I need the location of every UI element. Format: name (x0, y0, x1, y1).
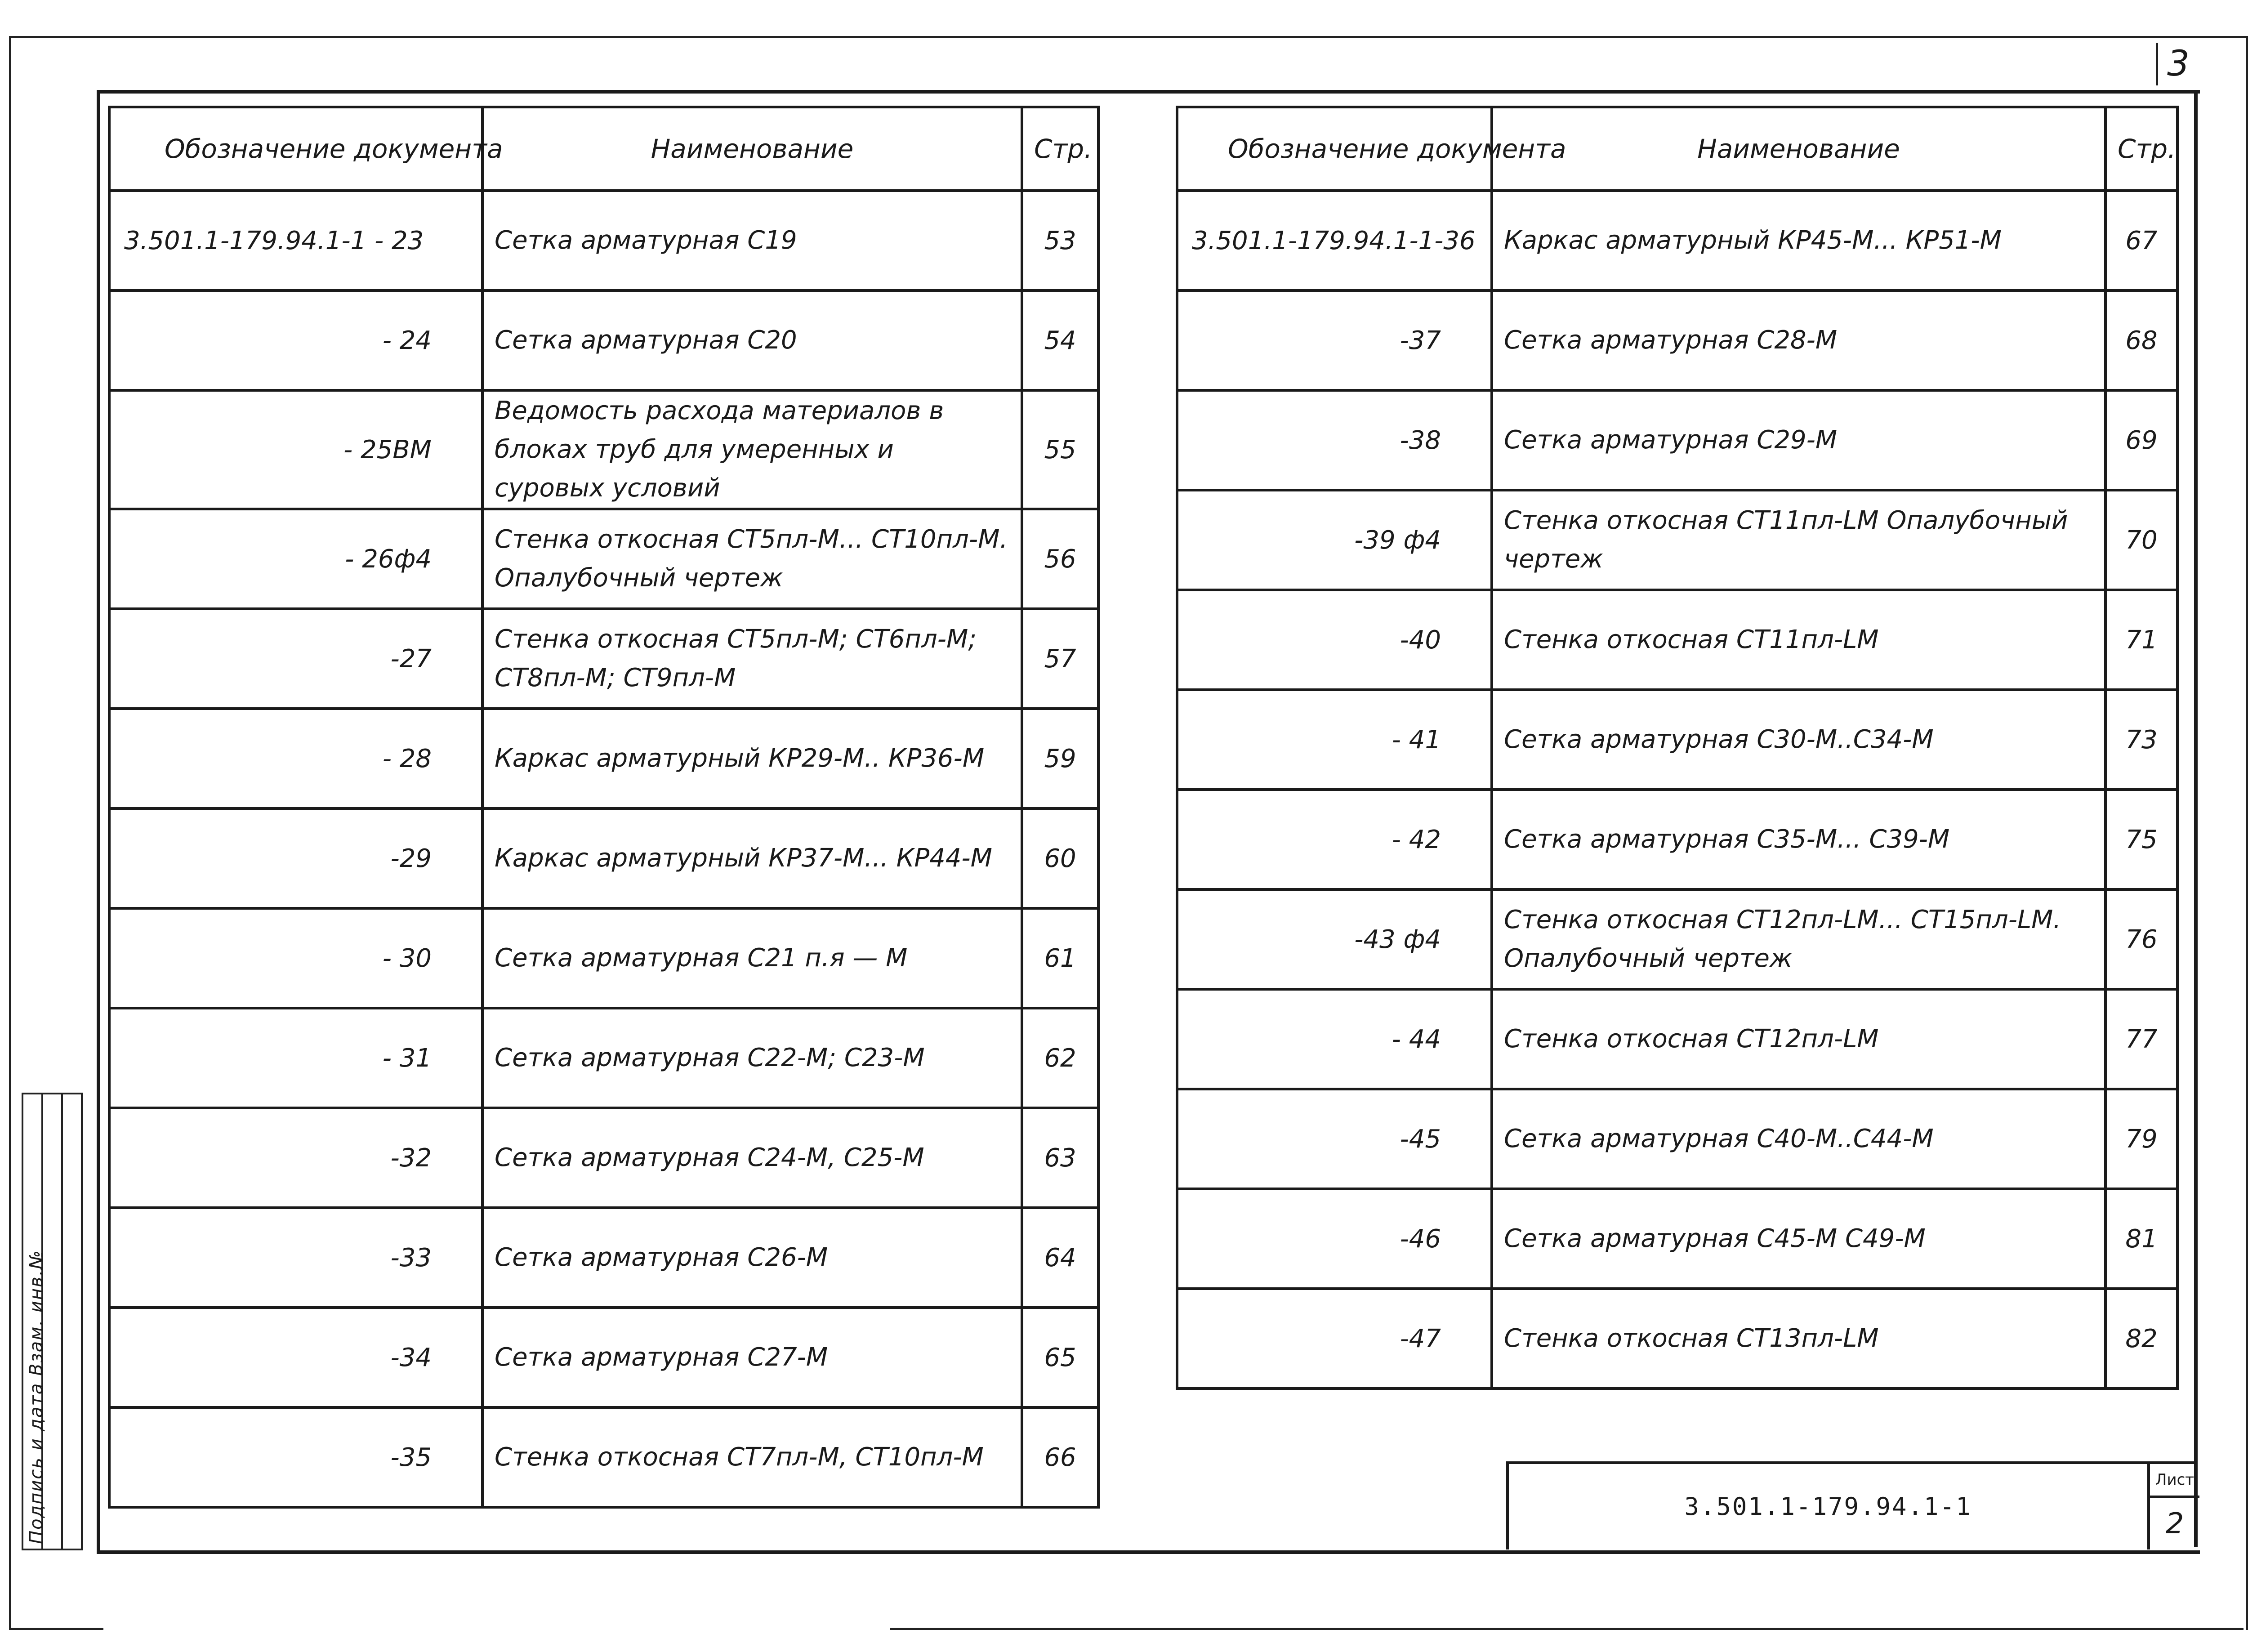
drawing-frame-right (2194, 90, 2198, 1547)
row-code: - 42 (1177, 790, 1492, 889)
row-page: 63 (1022, 1108, 1098, 1208)
table-row (109, 1407, 1098, 1507)
row-name: Сетка арматурная С30-М..С34-М (1492, 690, 2105, 790)
table-row (109, 509, 1098, 609)
row-code: - 24 (109, 290, 482, 390)
row-page: 82 (2105, 1289, 2177, 1389)
row-name: Сетка арматурная С28-М (1492, 290, 2105, 390)
row-code: -35 (109, 1407, 482, 1507)
bottom-rule-left (9, 1628, 103, 1630)
row-code: -45 (1177, 1089, 1492, 1189)
row-name: Стенка откосная СТ7пл-М, СТ10пл-М (482, 1407, 1022, 1507)
title-block-sheet-number: 2 (2165, 1507, 2184, 1540)
row-name: Сетка арматурная С27-М (482, 1308, 1022, 1407)
table-row (1177, 889, 2177, 989)
row-page: 79 (2105, 1089, 2177, 1189)
row-page: 67 (2105, 191, 2177, 290)
table-row (1177, 1089, 2177, 1189)
table-row (1177, 690, 2177, 790)
header-code: Обозначение документа (109, 107, 482, 191)
row-code: -46 (1177, 1189, 1492, 1289)
table-header (109, 107, 1098, 191)
header-name: Наименование (482, 107, 1022, 191)
table-row (109, 808, 1098, 908)
row-code: -38 (1177, 390, 1492, 490)
row-name: Ведомость расхода материалов в блоках труб для умеренных и суровых условий (482, 390, 1022, 509)
row-code: - 44 (1177, 989, 1492, 1089)
table-row (109, 191, 1098, 290)
row-page: 61 (1022, 908, 1098, 1008)
row-page: 62 (1022, 1008, 1098, 1108)
row-code: - 28 (109, 709, 482, 808)
header-page: Стр. (1022, 107, 1098, 191)
row-page: 75 (2105, 790, 2177, 889)
side-stamp-text: Подпись и дата Взам. инв.№ (26, 1250, 47, 1544)
row-name: Сетка арматурная С19 (482, 191, 1022, 290)
table-row (1177, 1289, 2177, 1389)
index-table-right (1176, 106, 2179, 1390)
row-page: 54 (1022, 290, 1098, 390)
table-row (109, 709, 1098, 808)
row-name: Каркас арматурный КР45-М... КР51-М (1492, 191, 2105, 290)
row-code: -47 (1177, 1289, 1492, 1389)
row-page: 60 (1022, 808, 1098, 908)
side-stamp (22, 1093, 83, 1550)
row-page: 53 (1022, 191, 1098, 290)
row-page: 55 (1022, 390, 1098, 509)
table-row (109, 390, 1098, 509)
row-page: 69 (2105, 390, 2177, 490)
row-page: 73 (2105, 690, 2177, 790)
row-code: -33 (109, 1208, 482, 1308)
table-row (109, 1008, 1098, 1108)
row-page: 68 (2105, 290, 2177, 390)
row-code: - 26ф4 (109, 509, 482, 609)
row-code: -32 (109, 1108, 482, 1208)
table-row (1177, 390, 2177, 490)
row-page: 57 (1022, 609, 1098, 709)
row-code: -37 (1177, 290, 1492, 390)
row-page: 56 (1022, 509, 1098, 609)
row-name: Сетка арматурная С40-М..С44-М (1492, 1089, 2105, 1189)
row-name: Сетка арматурная С22-М; С23-М (482, 1008, 1022, 1108)
row-name: Сетка арматурная С24-М, С25-М (482, 1108, 1022, 1208)
row-name: Сетка арматурная С20 (482, 290, 1022, 390)
table-header (1177, 107, 2177, 191)
table-row (1177, 590, 2177, 690)
table-row (109, 908, 1098, 1008)
row-code: - 41 (1177, 690, 1492, 790)
title-block-sheet-label: Лист (2150, 1464, 2199, 1498)
row-page: 66 (1022, 1407, 1098, 1507)
row-code: 3.501.1-179.94.1-1-36 (1177, 191, 1492, 290)
row-code: -40 (1177, 590, 1492, 690)
row-name: Каркас арматурный КР29-М.. КР36-М (482, 709, 1022, 808)
row-name: Сетка арматурная С35-М... С39-М (1492, 790, 2105, 889)
table-row (1177, 490, 2177, 590)
title-block-doc-code: 3.501.1-179.94.1-1 (1684, 1492, 1972, 1521)
row-code: - 25ВМ (109, 390, 482, 509)
row-name: Стенка откосная СТ13пл-LМ (1492, 1289, 2105, 1389)
row-code: 3.501.1-179.94.1-1 - 23 (109, 191, 482, 290)
row-name: Стенка откосная СТ11пл-LМ (1492, 590, 2105, 690)
row-page: 71 (2105, 590, 2177, 690)
row-code: -27 (109, 609, 482, 709)
row-page: 65 (1022, 1308, 1098, 1407)
row-code: -29 (109, 808, 482, 908)
table-row (1177, 1189, 2177, 1289)
table-row (1177, 790, 2177, 889)
title-block-sheet (2147, 1464, 2199, 1549)
table-row (109, 609, 1098, 709)
row-name: Каркас арматурный КР37-М... КР44-М (482, 808, 1022, 908)
row-name: Сетка арматурная С45-М С49-М (1492, 1189, 2105, 1289)
header-code: Обозначение документа (1177, 107, 1492, 191)
row-name: Сетка арматурная С21 п.я — М (482, 908, 1022, 1008)
row-code: - 31 (109, 1008, 482, 1108)
table-row (109, 1208, 1098, 1308)
index-table-left (108, 106, 1100, 1509)
table-row (109, 1308, 1098, 1407)
sheet-number: 3 (2156, 43, 2199, 85)
table-row (109, 290, 1098, 390)
row-page: 70 (2105, 490, 2177, 590)
row-page: 59 (1022, 709, 1098, 808)
row-name: Стенка откосная СТ12пл-LМ... СТ15пл-LМ. Опалубочный чертеж (1492, 889, 2105, 989)
table-row (109, 1108, 1098, 1208)
header-page: Стр. (2105, 107, 2177, 191)
table-row (1177, 290, 2177, 390)
row-name: Стенка откосная СТ5пл-М... СТ10пл-М. Опалубочный чертеж (482, 509, 1022, 609)
row-name: Сетка арматурная С26-М (482, 1208, 1022, 1308)
header-name: Наименование (1492, 107, 2105, 191)
row-code: -39 ф4 (1177, 490, 1492, 590)
row-page: 81 (2105, 1189, 2177, 1289)
row-page: 76 (2105, 889, 2177, 989)
row-page: 64 (1022, 1208, 1098, 1308)
row-name: Стенка откосная СТ11пл-LМ Опалубочный чертеж (1492, 490, 2105, 590)
row-code: -34 (109, 1308, 482, 1407)
row-code: -43 ф4 (1177, 889, 1492, 989)
bottom-rule-right (890, 1628, 2244, 1630)
row-name: Стенка откосная СТ5пл-М; СТ6пл-М; СТ8пл-М; СТ9пл-М (482, 609, 1022, 709)
row-page: 77 (2105, 989, 2177, 1089)
title-block (1506, 1461, 2197, 1549)
row-name: Сетка арматурная С29-М (1492, 390, 2105, 490)
table-row (1177, 989, 2177, 1089)
table-row (1177, 191, 2177, 290)
row-code: - 30 (109, 908, 482, 1008)
row-name: Стенка откосная СТ12пл-LМ (1492, 989, 2105, 1089)
